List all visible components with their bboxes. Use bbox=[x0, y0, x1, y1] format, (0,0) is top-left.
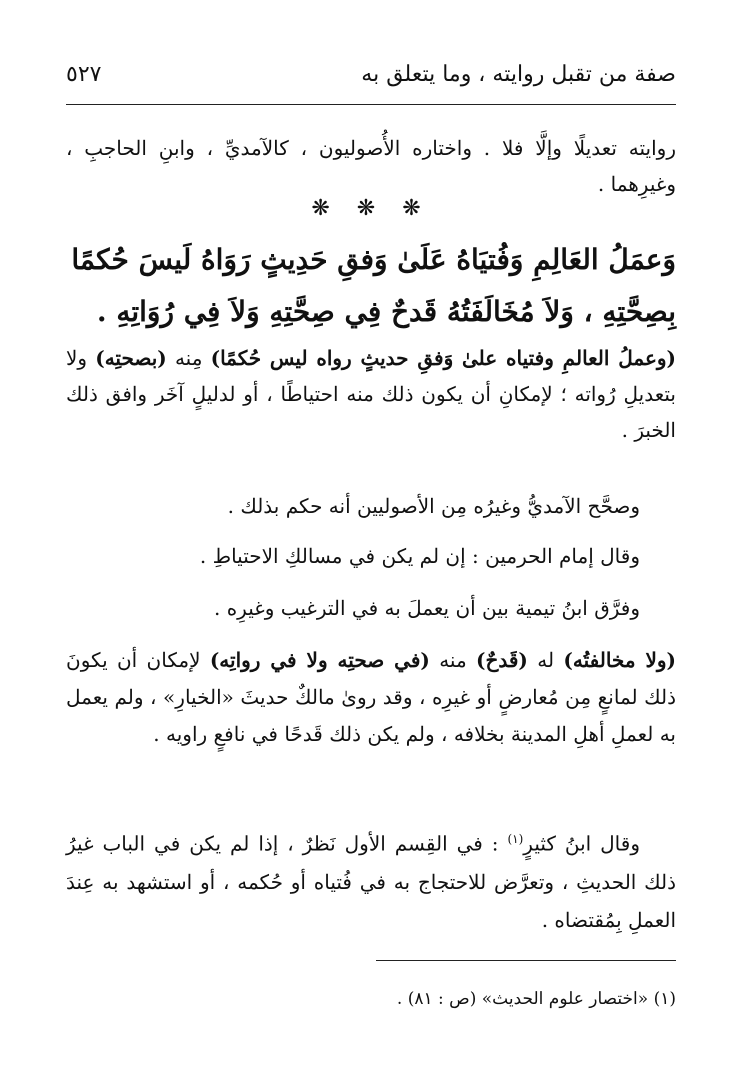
commentary-paragraph-3 bbox=[66, 538, 676, 574]
header-title: صفة من تقبل روايته ، وما يتعلق به bbox=[361, 62, 676, 87]
para5-text-3: لإمكان أن يكونَ ذلك لمانعٍ مِن مُعارضٍ أو غيرِه ، وقد روىٰ مالكٌ حديثَ «الخيارِ» ، ولم يعمل به لعملِ أهلِ المدينة بخلافه ، ولم يكن ذلك قَدحًا في نافعٍ راويه . bbox=[66, 648, 676, 746]
para1-text-1: مِنه bbox=[166, 346, 211, 370]
para2-text: وصحَّح الآمديُّ وغيرُه مِن الأصوليين أنه حكم بذلك . bbox=[227, 494, 640, 518]
quoted-matn: (قَدحٌ) bbox=[476, 648, 528, 672]
footnote: (١) «اختصار علوم الحديث» (ص : ٨١) . bbox=[396, 989, 676, 1009]
verse-line-2: بِصِحَّتِهِ ، وَلاَ مُخَالَفَتُهُ قَدحٌ فِي صِحَّتِهِ وَلاَ فِي رُوَاتِهِ . bbox=[96, 295, 676, 328]
para6-text-1: وقال ابنُ كثيرٍ bbox=[523, 831, 640, 856]
header-rule bbox=[66, 104, 676, 105]
footnote-marker: (١) bbox=[507, 832, 524, 846]
commentary-paragraph-6 bbox=[66, 820, 676, 939]
quoted-matn: (في صحتِه ولا في رواتِه) bbox=[209, 648, 430, 672]
footnote-rule bbox=[376, 960, 676, 961]
commentary-paragraph-5 bbox=[66, 642, 676, 753]
commentary-paragraph-1 bbox=[66, 340, 676, 448]
para6-text-2: : في القِسم الأول نَظرٌ ، إذا لم يكن في الباب غيرُ ذلك الحديثِ ، وتعرَّض للاحتجاج به في فُتياه أو حُكمه ، أو استشهد به عِندَ العملِ بِمُقتضاه . bbox=[66, 831, 676, 932]
section-divider: ❋ ❋ ❋ bbox=[311, 196, 431, 221]
continuation-paragraph bbox=[66, 130, 676, 202]
continuation-text: روايته تعديلًا وإلَّا فلا . واختاره الأُصوليون ، كالآمديِّ ، وابنِ الحاجبِ ، وغيرِهما . bbox=[66, 136, 676, 196]
quoted-matn: (بصحتِه) bbox=[95, 346, 167, 370]
page-number: ٥٢٧ bbox=[66, 62, 102, 87]
para1-text-2: ولا بتعديلِ رُواته ؛ لإمكانِ أن يكون ذلك منه احتياطًا ، أو لدليلٍ آخَر وافق ذلك الخبرَ . bbox=[66, 346, 676, 442]
quoted-matn: (وعملُ العالمِ وفتياه علىٰ وَفقِ حديثٍ رواه ليس حُكمًا) bbox=[210, 346, 677, 370]
para5-text-2: منه bbox=[429, 648, 476, 672]
para5-text-1: له bbox=[527, 648, 564, 672]
para3-text: وقال إمام الحرمين : إن لم يكن في مسالكِ الاحتياطِ . bbox=[199, 544, 640, 568]
commentary-paragraph-4 bbox=[66, 590, 676, 626]
para4-text: وفرَّق ابنُ تيمية بين أن يعملَ به في الترغيب وغيرِه . bbox=[213, 596, 640, 620]
verse-line-1: وَعمَلُ العَالِمِ وَفُتيَاهُ عَلَىٰ وَفقِ حَدِيثٍ رَوَاهُ لَيسَ حُكمًا bbox=[71, 243, 676, 276]
commentary-paragraph-2 bbox=[66, 488, 676, 524]
quoted-matn: (ولا مخالفتُه) bbox=[563, 648, 677, 672]
running-header bbox=[66, 58, 676, 98]
matn-verse bbox=[66, 234, 676, 338]
